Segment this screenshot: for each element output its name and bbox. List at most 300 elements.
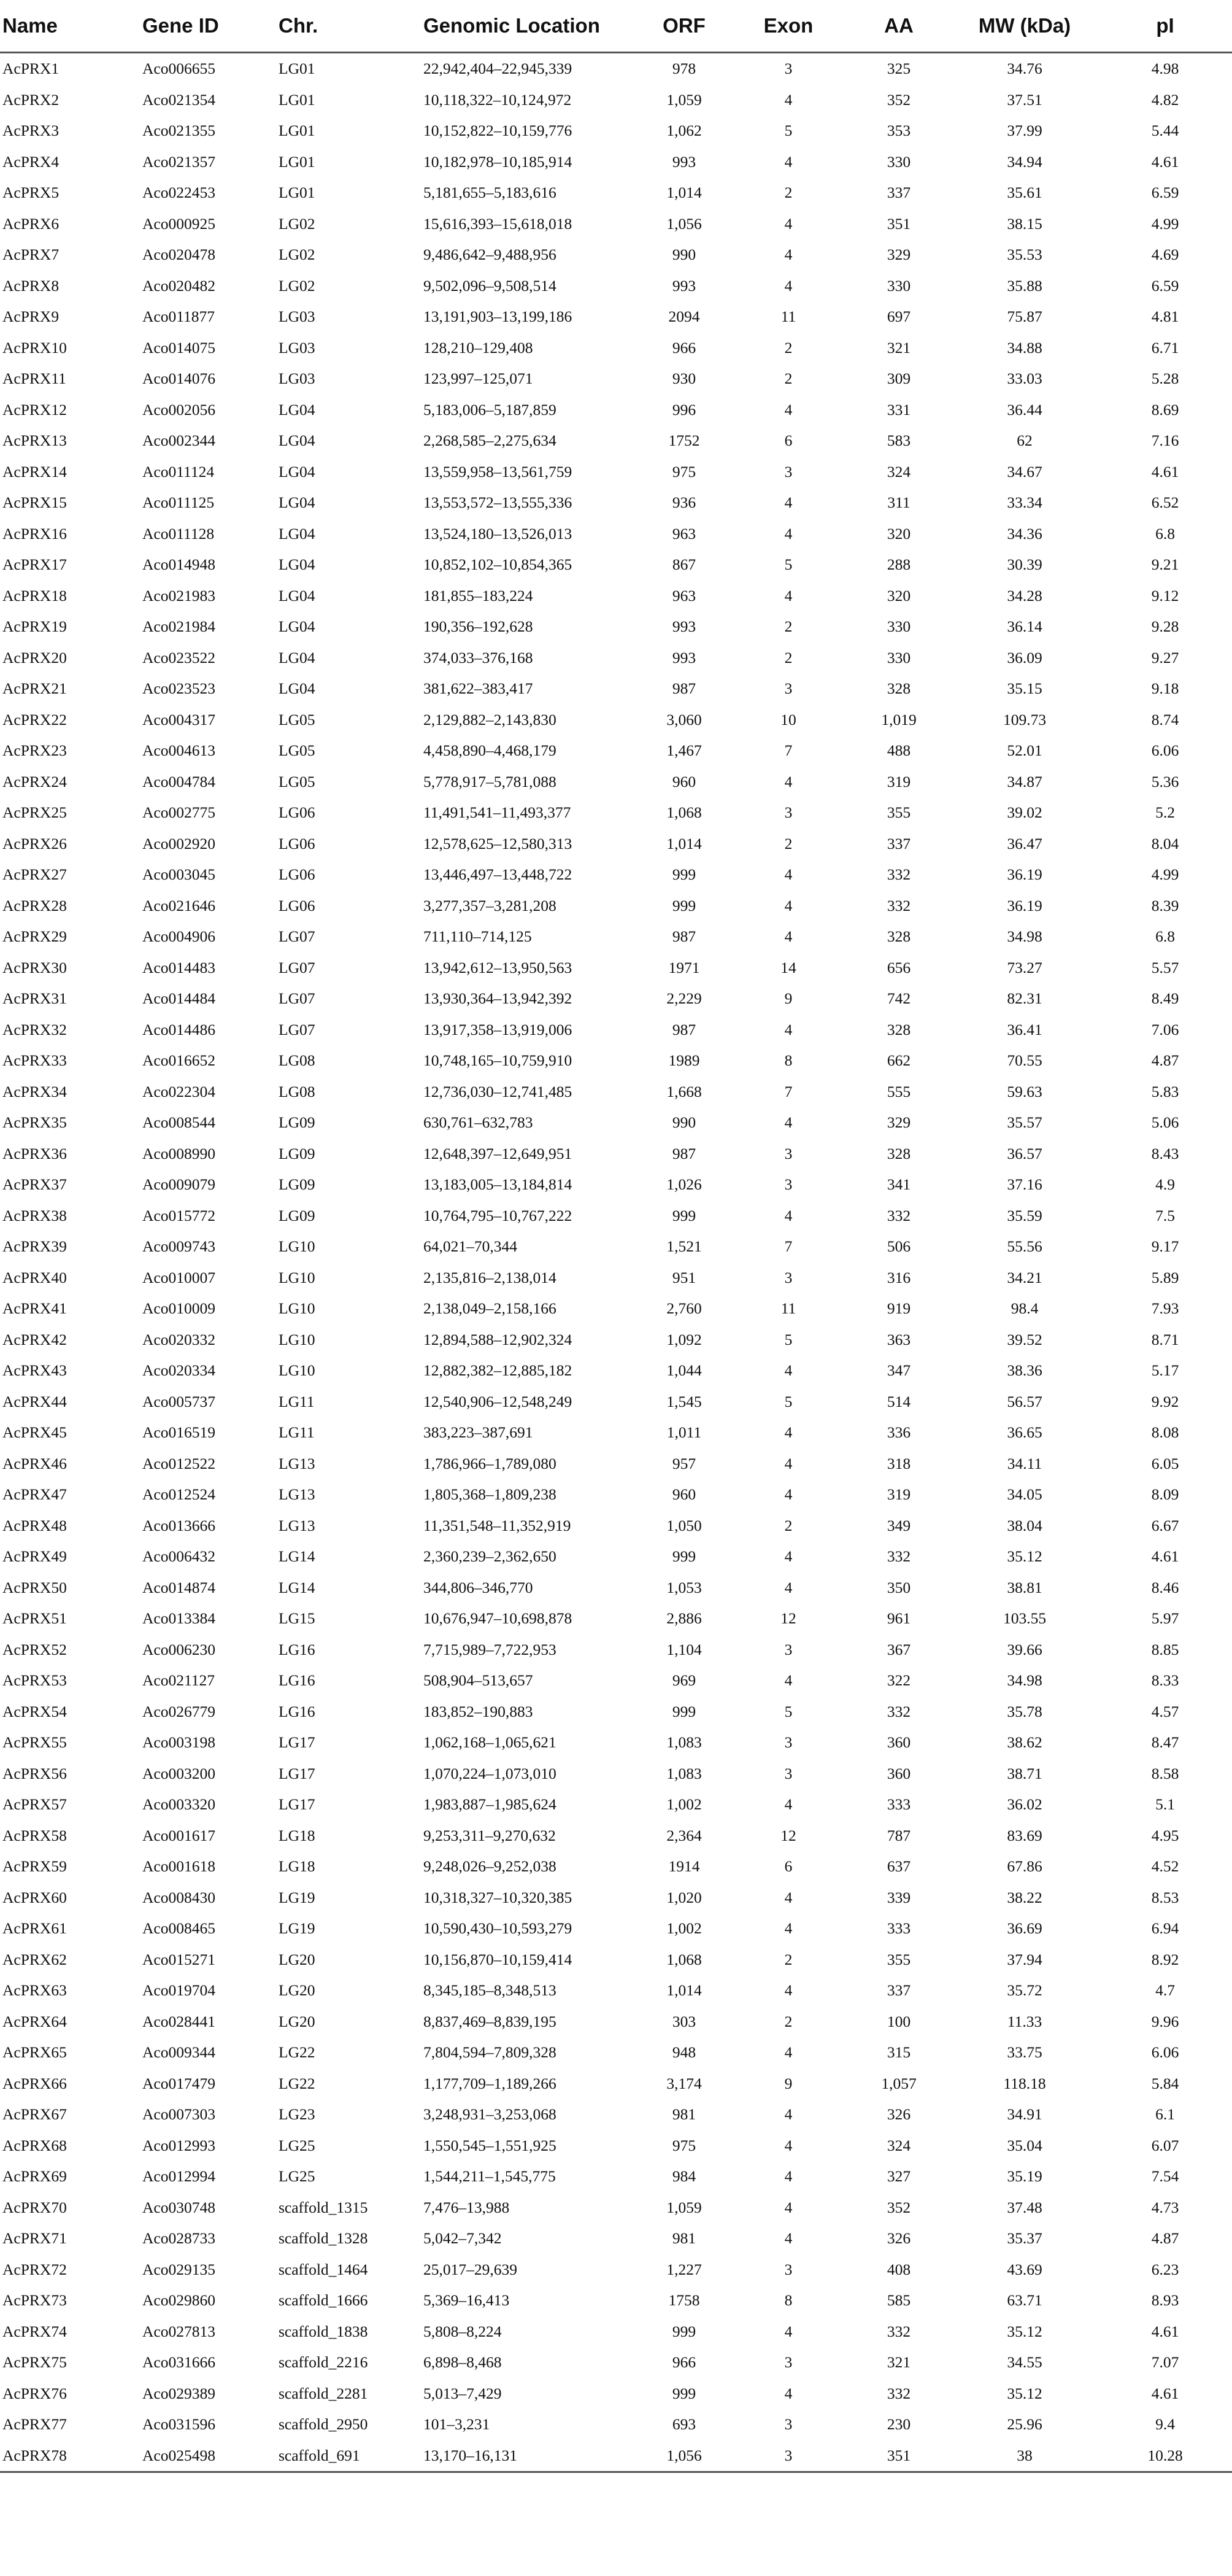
cell-mw: 36.65 xyxy=(1007,1423,1042,1442)
cell-pi: 4.61 xyxy=(1151,2322,1179,2340)
cell-orf: 1,056 xyxy=(638,2440,730,2472)
table-row xyxy=(0,239,1232,271)
cell-chromosome: LG03 xyxy=(279,369,315,388)
table-row xyxy=(0,2285,1232,2316)
cell-chromosome: LG01 xyxy=(279,184,315,202)
cell-chromosome: LG11 xyxy=(279,1392,315,1410)
cell-pi: 6.71 xyxy=(1151,338,1179,357)
cell-mw: 35.12 xyxy=(1007,1547,1042,1566)
cell-name: AcPRX55 xyxy=(2,1733,67,1752)
cell-mw: 30.39 xyxy=(1007,555,1042,574)
cell-chromosome: LG04 xyxy=(279,400,315,419)
cell-mw: 33.34 xyxy=(1007,493,1042,512)
cell-chromosome: scaffold_1464 xyxy=(279,2260,368,2278)
cell-gene-id: Aco011125 xyxy=(142,493,215,512)
cell-aa: 350 xyxy=(887,1578,911,1596)
cell-mw: 98.4 xyxy=(1011,1299,1039,1318)
cell-genomic-location: 5,369–16,413 xyxy=(423,2291,510,2310)
cell-genomic-location: 13,524,180–13,526,013 xyxy=(423,524,572,543)
cell-exon: 3 xyxy=(784,1175,793,1194)
cell-name: AcPRX58 xyxy=(2,1826,67,1844)
cell-pi: 8.47 xyxy=(1151,1733,1179,1752)
header-gene-id: Gene ID xyxy=(142,0,279,53)
cell-name: AcPRX30 xyxy=(2,958,67,977)
cell-exon: 4 xyxy=(784,2167,793,2186)
cell-gene-id: Aco012994 xyxy=(142,2167,215,2186)
cell-genomic-location: 11,351,548–11,352,919 xyxy=(423,1516,571,1534)
cell-gene-id: Aco014076 xyxy=(142,369,215,388)
cell-gene-id: Aco016652 xyxy=(142,1051,215,1070)
cell-pi: 8.46 xyxy=(1151,1578,1179,1596)
cell-exon: 4 xyxy=(784,772,793,791)
cell-name: AcPRX23 xyxy=(2,741,67,760)
cell-chromosome: LG10 xyxy=(279,1237,315,1256)
cell-orf: 1,011 xyxy=(666,1423,702,1442)
cell-name: AcPRX19 xyxy=(2,617,67,636)
cell-mw: 37.94 xyxy=(1007,1950,1042,1968)
cell-aa: 349 xyxy=(887,1516,911,1534)
cell-genomic-location: 9,502,096–9,508,514 xyxy=(423,276,556,295)
table-row xyxy=(0,797,1232,829)
cell-gene-id: Aco031596 xyxy=(142,2415,215,2434)
cell-aa: 1,057 xyxy=(881,2074,917,2092)
cell-chromosome: LG06 xyxy=(279,896,315,915)
cell-pi: 5.84 xyxy=(1151,2074,1179,2092)
cell-mw: 35.19 xyxy=(1007,2167,1042,2186)
cell-pi: 5.2 xyxy=(1155,803,1175,822)
cell-exon: 3 xyxy=(784,2260,793,2278)
cell-genomic-location: 1,070,224–1,073,010 xyxy=(423,1764,556,1782)
cell-exon: 5 xyxy=(784,1330,793,1348)
cell-aa: 326 xyxy=(887,2105,911,2124)
cell-name: AcPRX44 xyxy=(2,1392,67,1410)
cell-aa: 329 xyxy=(887,1113,911,1132)
cell-gene-id: Aco003198 xyxy=(142,1733,215,1752)
table-row xyxy=(0,1727,1232,1758)
cell-pi: 9.4 xyxy=(1155,2415,1175,2434)
cell-genomic-location: 13,559,958–13,561,759 xyxy=(423,462,572,481)
cell-chromosome: LG18 xyxy=(279,1857,315,1876)
table-row xyxy=(0,425,1232,457)
cell-chromosome: LG01 xyxy=(279,122,315,140)
cell-mw: 35.53 xyxy=(1007,246,1042,264)
cell-pi: 6.59 xyxy=(1151,184,1179,202)
cell-aa: 697 xyxy=(887,307,911,326)
cell-mw: 34.28 xyxy=(1007,586,1042,605)
cell-pi: 8.71 xyxy=(1151,1330,1179,1348)
cell-name: AcPRX62 xyxy=(2,1950,67,1968)
cell-aa: 1,019 xyxy=(881,710,917,729)
cell-orf: 693 xyxy=(672,2415,696,2434)
cell-mw: 33.75 xyxy=(1007,2043,1042,2062)
cell-chromosome: LG01 xyxy=(279,60,315,78)
cell-mw: 103.55 xyxy=(1003,1609,1047,1628)
cell-chromosome: LG04 xyxy=(279,431,315,450)
cell-exon: 4 xyxy=(784,2322,793,2340)
cell-genomic-location: 383,223–387,691 xyxy=(423,1423,533,1442)
cell-genomic-location: 344,806–346,770 xyxy=(423,1578,533,1596)
cell-mw: 55.56 xyxy=(1007,1237,1042,1256)
cell-genomic-location: 190,356–192,628 xyxy=(423,617,533,636)
cell-orf: 987 xyxy=(672,679,696,698)
cell-pi: 7.16 xyxy=(1151,431,1179,450)
cell-mw: 36.19 xyxy=(1007,896,1042,915)
cell-mw: 37.51 xyxy=(1007,90,1042,109)
cell-gene-id: Aco021355 xyxy=(142,122,215,140)
cell-name: AcPRX21 xyxy=(2,679,67,698)
cell-pi: 4.99 xyxy=(1151,214,1179,233)
table-row xyxy=(0,2223,1232,2254)
cell-mw: 38.71 xyxy=(1007,1764,1042,1782)
cell-exon: 4 xyxy=(784,2198,793,2216)
cell-name: AcPRX45 xyxy=(2,1423,67,1442)
cell-chromosome: LG19 xyxy=(279,1919,315,1938)
cell-chromosome: LG22 xyxy=(279,2043,315,2062)
cell-orf: 978 xyxy=(672,60,696,78)
cell-gene-id: Aco003200 xyxy=(142,1764,215,1782)
cell-aa: 329 xyxy=(887,246,911,264)
cell-pi: 8.53 xyxy=(1151,1888,1179,1906)
cell-genomic-location: 22,942,404–22,945,339 xyxy=(423,60,572,78)
cell-pi: 6.8 xyxy=(1155,524,1175,543)
cell-chromosome: LG20 xyxy=(279,2012,315,2030)
cell-genomic-location: 10,152,822–10,159,776 xyxy=(423,122,572,140)
cell-pi: 8.09 xyxy=(1151,1485,1179,1504)
cell-aa: 408 xyxy=(887,2260,911,2278)
cell-pi: 5.1 xyxy=(1155,1795,1175,1814)
cell-pi: 7.5 xyxy=(1155,1206,1175,1224)
cell-pi: 6.06 xyxy=(1151,2043,1179,2062)
table-row xyxy=(0,1820,1232,1852)
cell-name: AcPRX4 xyxy=(2,152,60,171)
cell-aa: 330 xyxy=(887,648,911,667)
cell-name: AcPRX6 xyxy=(2,214,60,233)
cell-pi: 8.33 xyxy=(1151,1671,1179,1690)
cell-orf: 867 xyxy=(672,555,696,574)
cell-chromosome: scaffold_1838 xyxy=(279,2322,368,2340)
cell-name: AcPRX38 xyxy=(2,1206,67,1224)
cell-chromosome: LG08 xyxy=(279,1082,315,1100)
cell-name: AcPRX16 xyxy=(2,524,67,543)
cell-chromosome: LG04 xyxy=(279,617,315,636)
cell-gene-id: Aco030748 xyxy=(142,2198,215,2216)
cell-aa: 353 xyxy=(887,122,911,140)
table-row xyxy=(0,1851,1232,1882)
table-row xyxy=(0,983,1232,1015)
cell-aa: 337 xyxy=(887,834,911,853)
cell-name: AcPRX40 xyxy=(2,1268,67,1286)
cell-gene-id: Aco008465 xyxy=(142,1919,215,1938)
cell-orf: 2,760 xyxy=(666,1299,702,1318)
cell-genomic-location: 7,804,594–7,809,328 xyxy=(423,2043,556,2062)
cell-name: AcPRX29 xyxy=(2,927,67,946)
cell-genomic-location: 10,590,430–10,593,279 xyxy=(423,1919,572,1938)
cell-gene-id: Aco001617 xyxy=(142,1826,215,1844)
cell-mw: 34.05 xyxy=(1007,1485,1042,1504)
cell-name: AcPRX37 xyxy=(2,1175,67,1194)
cell-gene-id: Aco015772 xyxy=(142,1206,215,1224)
table-row xyxy=(0,53,1232,85)
cell-pi: 4.98 xyxy=(1151,60,1179,78)
cell-mw: 34.11 xyxy=(1007,1454,1042,1472)
cell-name: AcPRX26 xyxy=(2,834,67,853)
table-row xyxy=(0,643,1232,674)
cell-gene-id: Aco010009 xyxy=(142,1299,215,1318)
cell-aa: 332 xyxy=(887,2384,911,2402)
cell-aa: 555 xyxy=(887,1082,911,1100)
cell-genomic-location: 508,904–513,657 xyxy=(423,1671,533,1690)
table-row xyxy=(0,209,1232,240)
cell-exon: 4 xyxy=(784,246,793,264)
cell-chromosome: LG10 xyxy=(279,1330,315,1348)
cell-gene-id: Aco029135 xyxy=(142,2260,215,2278)
cell-chromosome: LG05 xyxy=(279,741,315,760)
cell-name: AcPRX53 xyxy=(2,1671,67,1690)
cell-orf: 1,020 xyxy=(666,1888,702,1906)
cell-pi: 9.18 xyxy=(1151,679,1179,698)
cell-genomic-location: 13,191,903–13,199,186 xyxy=(423,307,572,326)
cell-orf: 1,014 xyxy=(666,184,702,202)
cell-orf: 966 xyxy=(672,338,696,357)
cell-aa: 321 xyxy=(887,338,911,357)
cell-name: AcPRX35 xyxy=(2,1113,67,1132)
cell-aa: 355 xyxy=(887,803,911,822)
cell-aa: 230 xyxy=(887,2415,911,2434)
cell-mw: 35.04 xyxy=(1007,2136,1042,2154)
cell-pi: 4.95 xyxy=(1151,1826,1179,1844)
cell-name: AcPRX11 xyxy=(2,369,66,388)
cell-mw: 35.61 xyxy=(1007,184,1042,202)
cell-mw: 35.72 xyxy=(1007,1981,1042,2000)
cell-exon: 9 xyxy=(784,2074,793,2092)
cell-aa: 328 xyxy=(887,1020,911,1039)
cell-mw: 59.63 xyxy=(1007,1082,1042,1100)
cell-aa: 321 xyxy=(887,2353,911,2372)
cell-gene-id: Aco023522 xyxy=(142,648,215,667)
cell-mw: 38.81 xyxy=(1007,1578,1042,1596)
cell-orf: 1971 xyxy=(668,958,700,977)
cell-genomic-location: 1,177,709–1,189,266 xyxy=(423,2074,556,2092)
header-name: Name xyxy=(0,0,142,53)
cell-name: AcPRX27 xyxy=(2,865,67,884)
cell-mw: 82.31 xyxy=(1007,989,1042,1008)
cell-pi: 4.87 xyxy=(1151,2229,1179,2248)
cell-aa: 337 xyxy=(887,1981,911,2000)
cell-gene-id: Aco007303 xyxy=(142,2105,215,2124)
cell-orf: 1,014 xyxy=(666,1981,702,2000)
cell-gene-id: Aco008990 xyxy=(142,1144,215,1162)
cell-genomic-location: 630,761–632,783 xyxy=(423,1113,533,1132)
cell-mw: 34.87 xyxy=(1007,772,1042,791)
table-row xyxy=(0,1169,1232,1201)
cell-chromosome: LG13 xyxy=(279,1454,315,1472)
cell-name: AcPRX54 xyxy=(2,1702,67,1720)
table-row xyxy=(0,147,1232,178)
cell-orf: 999 xyxy=(672,1206,696,1224)
table-row xyxy=(0,2254,1232,2286)
cell-pi: 7.54 xyxy=(1151,2167,1179,2186)
cell-chromosome: scaffold_691 xyxy=(279,2440,423,2472)
cell-mw: 35.15 xyxy=(1007,679,1042,698)
cell-pi: 4.9 xyxy=(1155,1175,1175,1194)
cell-genomic-location: 1,550,545–1,551,925 xyxy=(423,2136,556,2154)
cell-aa: 662 xyxy=(887,1051,911,1070)
cell-orf: 960 xyxy=(672,1485,696,1504)
cell-name: AcPRX13 xyxy=(2,431,67,450)
cell-aa: 333 xyxy=(887,1795,911,1814)
table-row xyxy=(0,2006,1232,2038)
cell-aa: 288 xyxy=(887,555,911,574)
cell-gene-id: Aco002056 xyxy=(142,400,215,419)
cell-orf: 2094 xyxy=(668,307,700,326)
table-row xyxy=(0,1417,1232,1449)
cell-orf: 1,227 xyxy=(666,2260,702,2278)
cell-gene-id: Aco014486 xyxy=(142,1020,215,1039)
cell-mw: 35.12 xyxy=(1007,2384,1042,2402)
table-row xyxy=(0,487,1232,519)
cell-exon: 4 xyxy=(784,1361,793,1380)
cell-orf: 3,174 xyxy=(666,2074,702,2092)
cell-pi: 4.52 xyxy=(1151,1857,1179,1876)
cell-name: AcPRX39 xyxy=(2,1237,67,1256)
header-mw: MW (kDa) xyxy=(951,0,1098,53)
cell-pi: 8.43 xyxy=(1151,1144,1179,1162)
cell-aa: 325 xyxy=(887,60,911,78)
table-row xyxy=(0,1975,1232,2006)
cell-mw: 35.88 xyxy=(1007,276,1042,295)
cell-gene-id: Aco006655 xyxy=(142,60,215,78)
cell-genomic-location: 101–3,231 xyxy=(423,2415,490,2434)
cell-genomic-location: 9,486,642–9,488,956 xyxy=(423,246,556,264)
cell-pi: 4.82 xyxy=(1151,90,1179,109)
cell-pi: 5.44 xyxy=(1151,122,1179,140)
cell-chromosome: LG14 xyxy=(279,1547,315,1566)
cell-exon: 5 xyxy=(784,1392,793,1410)
table-row xyxy=(0,891,1232,922)
cell-chromosome: LG10 xyxy=(279,1299,315,1318)
cell-aa: 352 xyxy=(887,90,911,109)
cell-aa: 319 xyxy=(887,1485,911,1504)
cell-mw: 73.27 xyxy=(1007,958,1042,977)
cell-aa: 341 xyxy=(887,1175,911,1194)
cell-genomic-location: 64,021–70,344 xyxy=(423,1237,517,1256)
cell-gene-id: Aco012524 xyxy=(142,1485,215,1504)
table-row xyxy=(0,2068,1232,2100)
cell-orf: 975 xyxy=(672,462,696,481)
cell-mw: 35.78 xyxy=(1007,1702,1042,1720)
cell-orf: 987 xyxy=(672,927,696,946)
cell-genomic-location: 5,778,917–5,781,088 xyxy=(423,772,556,791)
cell-pi: 4.87 xyxy=(1151,1051,1179,1070)
cell-aa: 315 xyxy=(887,2043,911,2062)
cell-pi: 5.36 xyxy=(1151,772,1179,791)
cell-mw: 38 xyxy=(951,2440,1098,2472)
cell-orf: 1,002 xyxy=(666,1919,702,1938)
cell-genomic-location: 12,736,030–12,741,485 xyxy=(423,1082,572,1100)
cell-exon: 4 xyxy=(784,276,793,295)
cell-aa: 330 xyxy=(887,152,911,171)
cell-gene-id: Aco021984 xyxy=(142,617,215,636)
table-row xyxy=(0,1758,1232,1790)
cell-name: AcPRX50 xyxy=(2,1578,67,1596)
cell-mw: 56.57 xyxy=(1007,1392,1042,1410)
cell-gene-id: Aco026779 xyxy=(142,1702,215,1720)
table-row xyxy=(0,1944,1232,1976)
cell-gene-id: Aco004317 xyxy=(142,710,215,729)
cell-pi: 6.06 xyxy=(1151,741,1179,760)
cell-name: AcPRX59 xyxy=(2,1857,67,1876)
cell-aa: 360 xyxy=(887,1764,911,1782)
cell-mw: 109.73 xyxy=(1003,710,1047,729)
cell-gene-id: Aco014948 xyxy=(142,555,215,574)
cell-genomic-location: 9,253,311–9,270,632 xyxy=(423,1826,556,1844)
cell-gene-id: Aco020478 xyxy=(142,246,215,264)
cell-chromosome: LG18 xyxy=(279,1826,315,1844)
cell-exon: 4 xyxy=(784,2229,793,2248)
cell-chromosome: LG01 xyxy=(279,90,315,109)
cell-exon: 4 xyxy=(784,400,793,419)
cell-mw: 83.69 xyxy=(1007,1826,1042,1844)
cell-aa: 326 xyxy=(887,2229,911,2248)
cell-orf: 1752 xyxy=(668,431,700,450)
cell-gene-id: Aco028441 xyxy=(142,2012,215,2030)
header-orf: ORF xyxy=(638,0,730,53)
cell-orf: 1,050 xyxy=(666,1516,702,1534)
cell-exon: 5 xyxy=(784,122,793,140)
cell-aa: 320 xyxy=(887,524,911,543)
cell-gene-id: Aco000925 xyxy=(142,214,215,233)
table-body xyxy=(0,53,1232,2472)
cell-pi: 9.27 xyxy=(1151,648,1179,667)
cell-pi: 7.93 xyxy=(1151,1299,1179,1318)
cell-aa: 339 xyxy=(887,1888,911,1906)
cell-orf: 1758 xyxy=(668,2291,700,2310)
cell-aa: 332 xyxy=(887,1547,911,1566)
cell-name: AcPRX25 xyxy=(2,803,67,822)
cell-orf: 1,104 xyxy=(666,1640,702,1658)
cell-name: AcPRX24 xyxy=(2,772,67,791)
cell-genomic-location: 13,930,364–13,942,392 xyxy=(423,989,572,1008)
cell-mw: 63.71 xyxy=(1007,2291,1042,2310)
cell-exon: 7 xyxy=(784,1237,793,1256)
cell-name: AcPRX67 xyxy=(2,2105,67,2124)
cell-name: AcPRX78 xyxy=(0,2440,142,2472)
cell-exon: 4 xyxy=(784,1919,793,1938)
cell-exon: 4 xyxy=(784,214,793,233)
cell-orf: 957 xyxy=(672,1454,696,1472)
cell-pi: 4.99 xyxy=(1151,865,1179,884)
cell-aa: 332 xyxy=(887,865,911,884)
header-chromosome: Chr. xyxy=(279,0,423,53)
cell-genomic-location: 13,942,612–13,950,563 xyxy=(423,958,572,977)
cell-exon: 4 xyxy=(784,1795,793,1814)
cell-aa: 319 xyxy=(887,772,911,791)
cell-genomic-location: 10,764,795–10,767,222 xyxy=(423,1206,572,1224)
cell-aa: 328 xyxy=(887,679,911,698)
cell-mw: 34.55 xyxy=(1007,2353,1042,2372)
cell-chromosome: LG13 xyxy=(279,1485,315,1504)
cell-exon: 4 xyxy=(784,90,793,109)
cell-gene-id: Aco014484 xyxy=(142,989,215,1008)
cell-name: AcPRX10 xyxy=(2,338,67,357)
cell-gene-id: Aco022453 xyxy=(142,184,215,202)
cell-orf: 1989 xyxy=(668,1051,700,1070)
cell-exon: 3 xyxy=(784,60,793,78)
cell-name: AcPRX65 xyxy=(2,2043,67,2062)
cell-orf: 975 xyxy=(672,2136,696,2154)
cell-pi: 5.83 xyxy=(1151,1082,1179,1100)
table-row xyxy=(0,1913,1232,1944)
